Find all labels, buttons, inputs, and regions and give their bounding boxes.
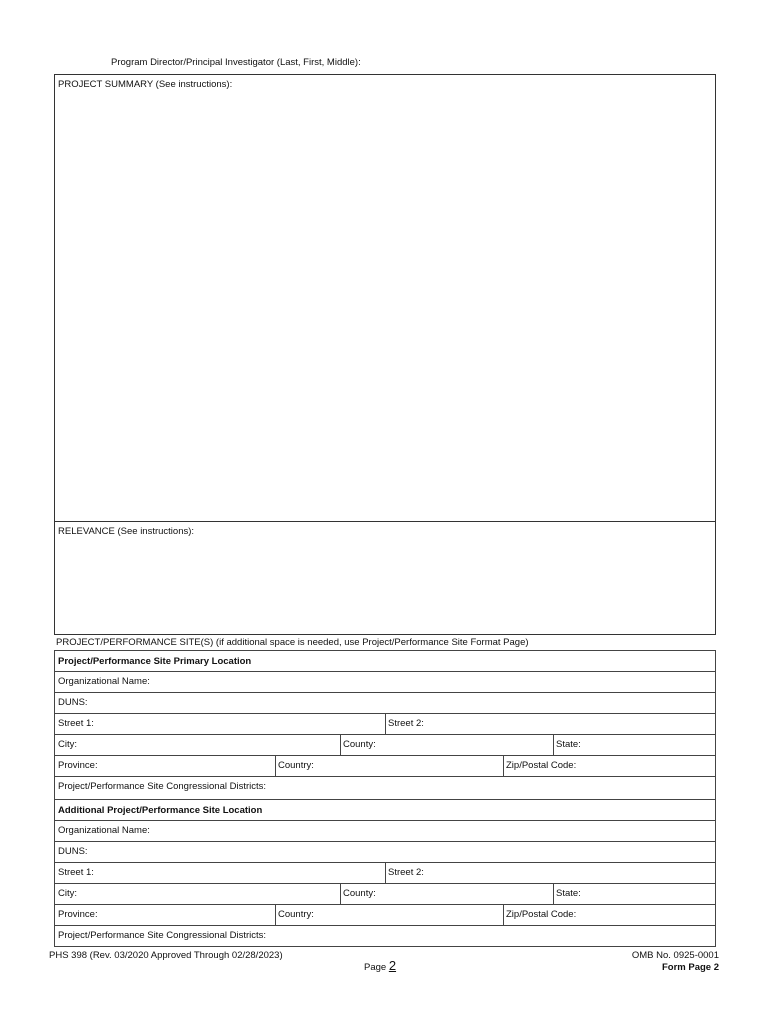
districts-label: Project/Performance Site Congressional Districts: (58, 781, 267, 792)
street1-label: Street 1: (58, 718, 94, 729)
site-title: Additional Project/Performance Site Location (58, 805, 263, 816)
county-label: County: (343, 888, 376, 899)
country-label: Country: (278, 909, 314, 920)
duns-field[interactable] (54, 841, 716, 863)
street-row[interactable] (54, 713, 716, 735)
city-label: City: (58, 739, 77, 750)
county-field[interactable] (340, 734, 554, 755)
site-title: Project/Performance Site Primary Location (58, 656, 252, 667)
province-label: Province: (58, 760, 98, 771)
pi-label: Program Director/Principal Investigator (Last, First, Middle): (111, 57, 361, 68)
county-field[interactable] (340, 883, 554, 904)
street-row[interactable] (54, 862, 716, 884)
zip-field[interactable] (503, 904, 715, 925)
county-label: County: (343, 739, 376, 750)
sites-heading: PROJECT/PERFORMANCE SITE(S) (if additional space is needed, use Project/Performance Site Format Page) (56, 637, 529, 648)
relevance-label: RELEVANCE (See instructions): (58, 526, 195, 537)
state-field[interactable] (553, 883, 715, 904)
site-title-row (54, 799, 716, 821)
omb-number: OMB No. 0925-0001 (631, 950, 719, 961)
org-name-field[interactable] (54, 671, 716, 693)
page-number: 2 (388, 958, 397, 973)
site-title-row (54, 650, 716, 672)
country-field[interactable] (275, 904, 504, 925)
province-row[interactable] (54, 904, 716, 926)
street1-label: Street 1: (58, 867, 94, 878)
state-label: State: (556, 888, 581, 899)
org-name-label: Organizational Name: (58, 676, 150, 687)
street2-label: Street 2: (388, 718, 424, 729)
street2-label: Street 2: (388, 867, 424, 878)
street2-field[interactable] (385, 862, 715, 883)
project-summary-label: PROJECT SUMMARY (See instructions): (58, 79, 233, 90)
page-indicator (364, 958, 396, 973)
form-page-label: Form Page 2 (661, 962, 719, 973)
state-field[interactable] (553, 734, 715, 755)
org-name-field[interactable] (54, 820, 716, 842)
page-prefix: Page (364, 962, 387, 973)
org-name-label: Organizational Name: (58, 825, 150, 836)
city-label: City: (58, 888, 77, 899)
project-summary-field[interactable] (54, 74, 716, 522)
duns-field[interactable] (54, 692, 716, 714)
form-id: PHS 398 (Rev. 03/2020 Approved Through 02/28/2023) (49, 950, 283, 961)
country-label: Country: (278, 760, 314, 771)
city-row[interactable] (54, 734, 716, 756)
country-field[interactable] (275, 755, 504, 776)
zip-field[interactable] (503, 755, 715, 776)
street2-field[interactable] (385, 713, 715, 734)
state-label: State: (556, 739, 581, 750)
districts-label: Project/Performance Site Congressional Districts: (58, 930, 267, 941)
zip-label: Zip/Postal Code: (506, 909, 577, 920)
province-label: Province: (58, 909, 98, 920)
relevance-field[interactable] (54, 521, 716, 635)
zip-label: Zip/Postal Code: (506, 760, 577, 771)
province-row[interactable] (54, 755, 716, 777)
duns-label: DUNS: (58, 846, 88, 857)
districts-field[interactable] (54, 925, 716, 947)
districts-field[interactable] (54, 776, 716, 800)
duns-label: DUNS: (58, 697, 88, 708)
city-row[interactable] (54, 883, 716, 905)
